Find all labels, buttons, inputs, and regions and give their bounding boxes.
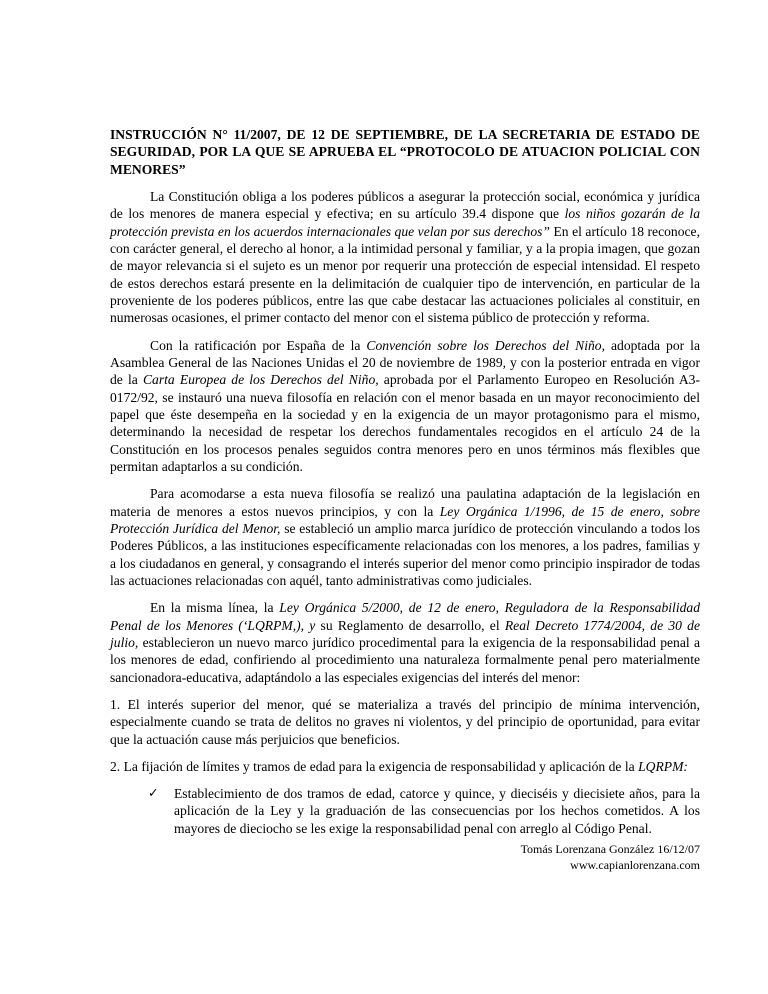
text-run: su Reglamento de desarrollo, el: [320, 617, 505, 633]
text-run: La Constitución obliga a los poderes públicos a asegurar la protección social, económica y jurídica de los menores de manera especial y efectiva; en su artículo 39.4 dispone que: [110, 188, 700, 222]
text-run: Para acomodarse a esta nueva filosofía se realizó una paulatina adaptación de la legislación en materia de menores a estos nuevos principios, y con la: [110, 486, 700, 519]
text-run: En el artículo 18 reconoce, con carácter general, el derecho al honor, a la intimidad personal y familiar, y a la propia imagen, que gozan de mayor relevancia si el sujeto es un menor por requerir una protección de especial intensidad. El respeto de estos derechos estará presente en la delimitación de cualquier tipo de intervención, en particular de la proveniente de los poderes públicos, entre las que cabe destacar las actuaciones policiales al constituir, en numerosas ocasiones, el primer contacto del menor con el sistema público de protección y reforma.: [110, 223, 700, 326]
text-run-italic: Convención sobre los Derechos del Niño,: [366, 337, 611, 353]
text-run: aprobada por el Parlamento Europeo en Resolución A3-0172/92, se instauró una nueva filosofía en relación con el menor basada en un mayor reconocimiento del papel que éste desempeña en la sociedad y en la exigencia de un mayor protagonismo para el mismo, determinando la necesidad de respetar los derechos fundamentales recogidos en el artículo 24 de la Constitución en los procesos penales seguidos contra menores pero en unos términos más flexibles que permitan adaptarlos a su condición.: [110, 372, 700, 474]
paragraph-numbered-1: [110, 696, 700, 748]
text-run: En la misma línea, la: [150, 600, 280, 616]
paragraph-4: [110, 599, 700, 686]
page-footer: [110, 841, 700, 873]
text-run-italic: los niños gozarán de la protección prevista en los acuerdos internacionales que velan por sus derechos”: [110, 206, 700, 239]
paragraph-3: [110, 485, 700, 589]
text-run-italic: Carta Europea de los Derechos del Niño,: [142, 372, 384, 388]
footer-website: www.capianlorenzana.com: [570, 858, 700, 873]
text-run-italic: Ley Orgánica 1/1996, de 15 de enero, sobre Protección Jurídica del Menor,: [110, 503, 700, 536]
text-run: establecieron un nuevo marco jurídico procedimental para la exigencia de la responsabilidad penal a los menores de edad, confiriendo al procedimiento una naturaleza formalmente penal pero materialmente sancionadora-educativa, adaptándolo a las especiales exigencias del interés del menor:: [110, 634, 700, 685]
bullet-item: [148, 785, 700, 837]
text-run: se estableció un amplio marca jurídico de protección vinculando a todos los Poderes Públicos, a las instituciones específicamente relacionadas con los menores, a los padres, familias y a los ciudadanos en general, y consagrando el interés superior del menor como principio inspirador de todas las actuaciones relacionadas con aquél, tanto administrativas como judiciales.: [110, 520, 700, 588]
paragraph-1: [110, 188, 700, 327]
footer-author-date: Tomás Lorenzana González 16/12/07: [520, 842, 700, 857]
checkmark-icon: ✓: [148, 786, 159, 801]
text-run-italic: Ley Orgánica 5/2000, de 12 de enero, Reguladora de la Responsabilidad Penal de los Menores (‘LQRPM,), y: [110, 600, 701, 633]
text-run: 1. El interés superior del menor, qué se materializa a través del principio de mínima intervención, especialmente cuando se trata de delitos no graves ni violentos, y del principio de oportunidad, para evitar que la actuación cause más perjuicios que beneficios.: [110, 696, 700, 747]
document-title: INSTRUCCIÓN N° 11/2007, DE 12 DE SEPTIEMBRE, DE LA SECRETARIA DE ESTADO DE SEGURIDAD, POR LA QUE SE APRUEBA EL “PROTOCOLO DE ATUACION POLICIAL CON MENORES”: [110, 127, 700, 177]
bullet-text: Establecimiento de dos tramos de edad, catorce y quince, y dieciséis y diecisiete años, para la aplicación de la Ley y la graduación de las consecuencias por los hechos cometidos. A los mayores de dieciocho se les exige la responsabilidad penal con arreglo al Código Penal.: [174, 786, 700, 836]
text-run-italic: Real Decreto 1774/2004, de 30 de julio,: [110, 617, 700, 650]
paragraph-2: [110, 337, 700, 476]
text-run: 2. La fijación de límites y tramos de edad para la exigencia de responsabilidad y aplicación de la: [110, 758, 639, 774]
text-run-italic: LQRPM:: [638, 758, 688, 774]
text-run: adoptada por la Asamblea General de las Naciones Unidas el 20 de noviembre de 1989, y con la posterior entrada en vigor de la: [110, 337, 700, 388]
paragraph-numbered-2: [110, 758, 700, 775]
text-run: Con la ratificación por España de la: [150, 337, 367, 353]
